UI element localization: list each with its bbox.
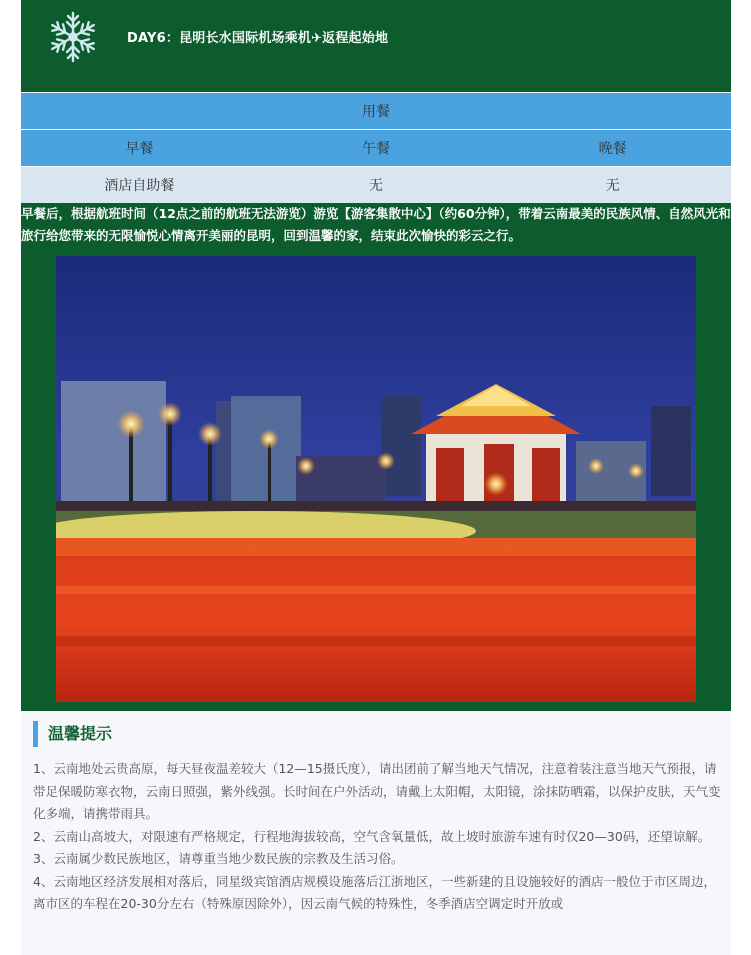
day-content — [21, 203, 731, 711]
day-title: DAY6：昆明长水国际机场乘机✈返程起始地 — [127, 31, 389, 46]
meal-table-caption-row — [21, 92, 731, 129]
tips-section — [21, 711, 731, 955]
meal-table — [21, 92, 731, 203]
meal-col-lunch: 午餐 — [362, 141, 390, 157]
meal-val-lunch: 无 — [369, 178, 383, 194]
meal-val-dinner: 无 — [605, 178, 620, 194]
meal-caption: 用餐 — [362, 104, 390, 120]
kunming-night-photo — [56, 256, 696, 702]
meal-header-row — [21, 129, 731, 166]
day-header — [21, 0, 731, 92]
meal-col-breakfast: 早餐 — [125, 141, 154, 157]
snowflake-icon — [47, 8, 99, 66]
meal-col-dinner: 晚餐 — [598, 141, 627, 157]
tip-item: 3、云南属少数民族地区，请尊重当地少数民族的宗教及生活习俗。 — [33, 851, 404, 866]
tip-item: 4、云南地区经济发展相对落后，同星级宾馆酒店规模设施落后江浙地区，一些新建的且设施较好的酒店一般位于市区周边，离市区的车程在20-30分左右（特殊原因除外），因云南气候的特殊性，冬季酒店空调定时开放或 — [33, 873, 716, 911]
tip-item: 1、云南地处云贵高原，每天昼夜温差较大（12—15摄氏度），请出团前了解当地天气情况，注意着装注意当地天气预报，请带足保暖防寒衣物，云南日照强，紫外线强。长时间在户外活动，请戴上太阳帽，太阳镜，涂抹防晒霜，以保护皮肤，天气变化多端，请携带雨具。 — [33, 761, 721, 821]
meal-value-row — [21, 166, 731, 203]
tip-item: 2、云南山高坡大，对限速有严格规定，行程地海拔较高，空气含氧量低，故上坡时旅游车速有时仅20—30码，还望谅解。 — [33, 828, 711, 844]
meal-val-breakfast: 酒店自助餐 — [104, 178, 175, 194]
day-description: 早餐后，根据航班时间（12点之前的航班无法游览）游览【游客集散中心】（约60分钟），带着云南最美的民族风情、自然风光和旅行给您带来的无限愉悦心情离开美丽的昆明，回到温馨的家，结束此次愉快的彩云之行。 — [21, 206, 731, 243]
itinerary-day-section — [21, 0, 731, 955]
tips-heading: 温馨提示 — [33, 721, 112, 747]
tips-list — [33, 758, 723, 916]
